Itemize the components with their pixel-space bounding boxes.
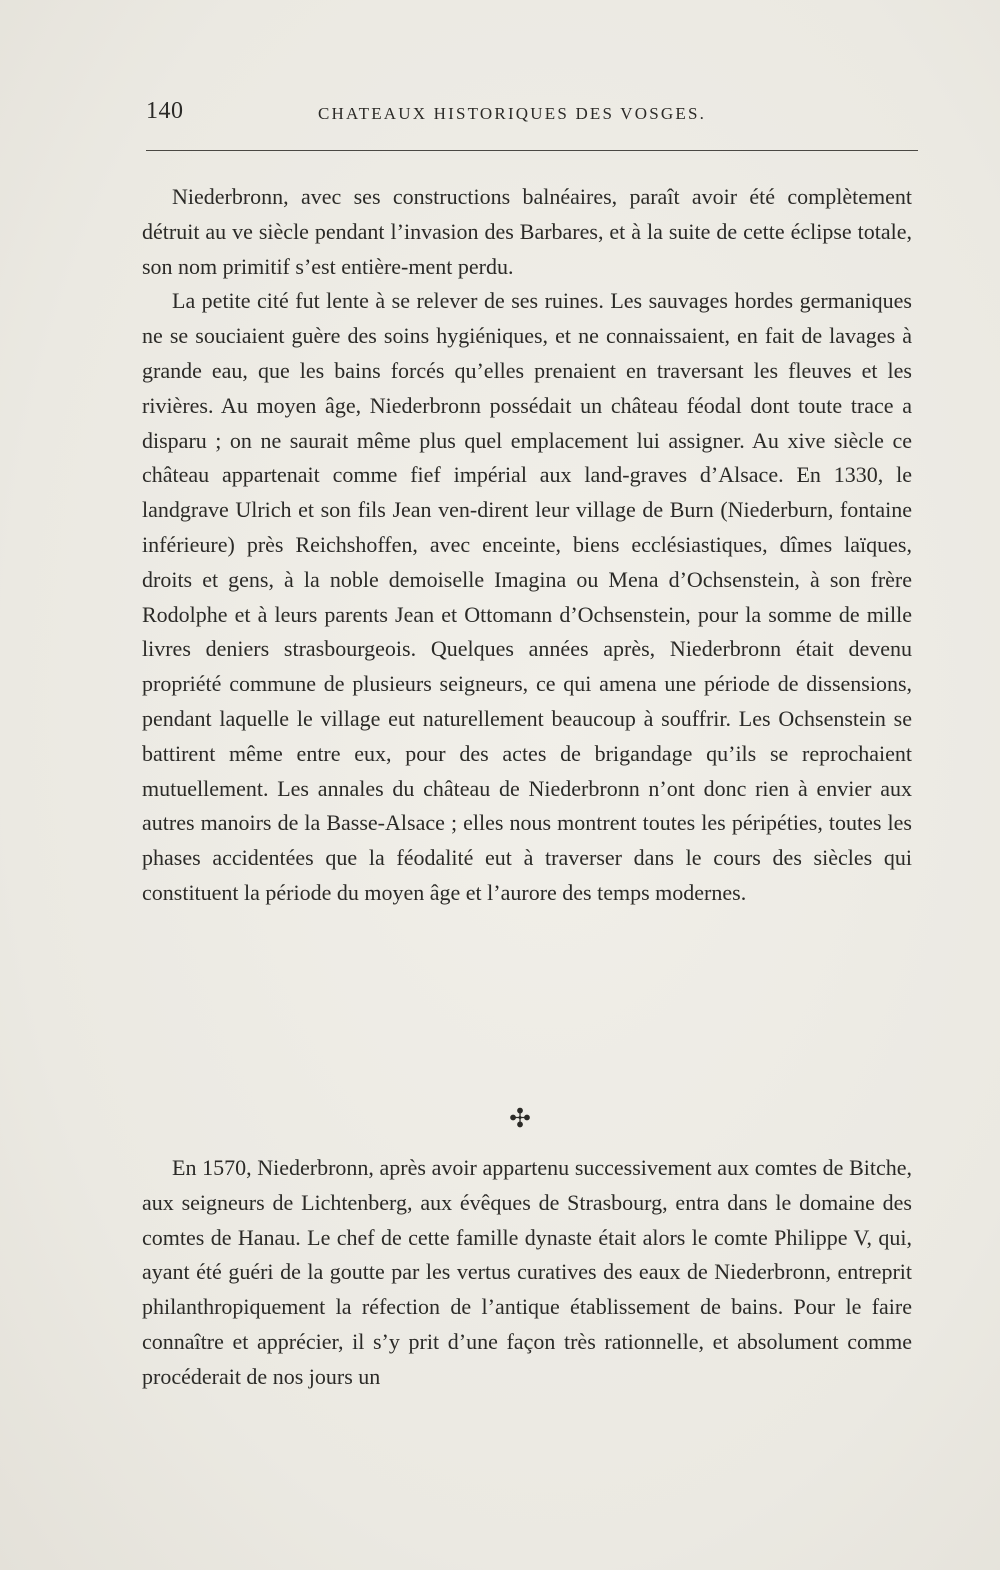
section-ornament: ✣ xyxy=(509,1104,531,1133)
section-2 xyxy=(142,1151,912,1395)
running-title: CHATEAUX HISTORIQUES DES VOSGES. xyxy=(318,104,707,123)
section-1 xyxy=(142,180,912,911)
paragraph: La petite cité fut lente à se relever de ses ruines. Les sauvages hordes germaniques ne se souciaient guère des soins hygiéniques, et ne connaissaient, en fait de lavages à grande eau, que les bains forcés qu’elles prenaient en traversant les fleuves et les rivières. Au moyen âge, Niederbronn possédait un château féodal dont toute trace a disparu ; on ne saurait même plus quel emplacement lui assigner. Au xive siècle ce château appartenait comme fief impérial aux land-graves d’Alsace. En 1330, le landgrave Ulrich et son fils Jean ven-dirent leur village de Burn (Niederburn, fontaine inférieure) près Reichshoffen, avec enceinte, biens ecclésiastiques, dîmes laïques, droits et gens, à la noble demoiselle Imagina ou Mena d’Ochsenstein, à son frère Rodolphe et à leurs parents Jean et Ottomann d’Ochsenstein, pour la somme de mille livres deniers strasbourgeois. Quelques années après, Niederbronn était devenu propriété commune de plusieurs seigneurs, ce qui amena une période de dissensions, pendant laquelle le village eut naturellement beaucoup à souffrir. Les Ochsenstein se battirent même entre eux, pour des actes de brigandage qu’ils se reprochaient mutuellement. Les annales du château de Niederbronn n’ont donc rien à envier aux autres manoirs de la Basse-Alsace ; elles nous montrent toutes les péripéties, toutes les phases accidentées que la féodalité eut à traverser dans le cours des siècles qui constituent la période du moyen âge et l’aurore des temps modernes. xyxy=(142,288,912,905)
paragraph: En 1570, Niederbronn, après avoir appartenu successivement aux comtes de Bitche, aux seigneurs de Lichtenberg, aux évêques de Strasbourg, entra dans le domaine des comtes de Hanau. Le chef de cette famille dynaste était alors le comte Philippe V, qui, ayant été guéri de la goutte par les vertus curatives des eaux de Niederbronn, entreprit philanthropiquement la réfection de l’antique établissement de bains. Pour le faire connaître et apprécier, il s’y prit d’une façon très rationnelle, et absolument comme procéderait de nos jours un xyxy=(142,1155,912,1389)
header-rule xyxy=(146,150,918,151)
paragraph: Niederbronn, avec ses constructions balnéaires, paraît avoir été complètement détruit au ve siècle pendant l’invasion des Barbares, et à la suite de cette éclipse totale, son nom primitif s’est entière-ment perdu. xyxy=(142,184,912,279)
page-header xyxy=(146,96,918,130)
page-number: 140 xyxy=(146,98,184,124)
